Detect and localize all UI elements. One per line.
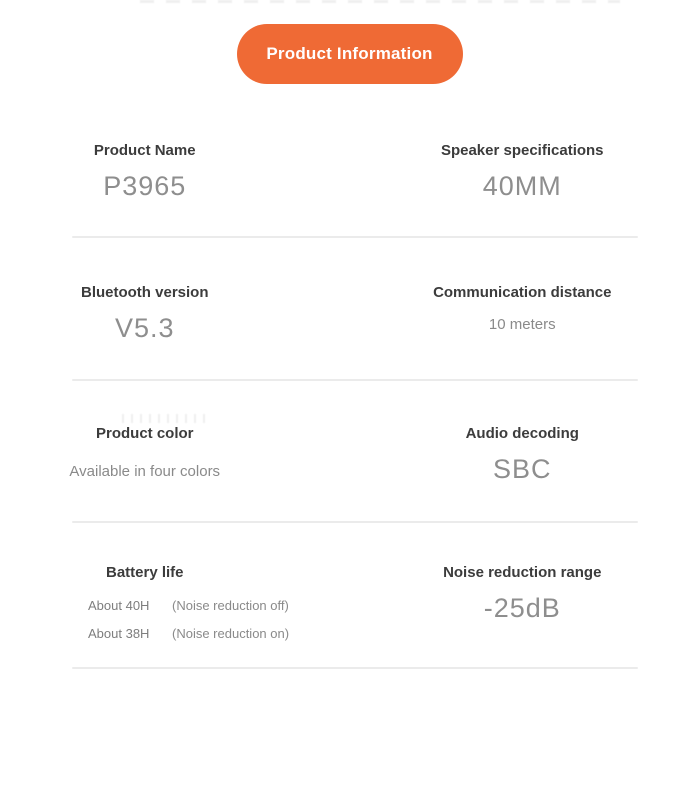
speaker-specifications-value: 40MM — [482, 171, 562, 201]
product-name-label: Product Name — [93, 142, 196, 159]
battery-life-label: Battery life — [105, 564, 184, 581]
product-color-value: Available in four colors — [69, 463, 221, 480]
battery-condition-off: (Noise reduction off) — [172, 598, 289, 613]
noise-reduction-range-label: Noise reduction range — [443, 564, 602, 581]
spec-cell-bluetooth-version — [0, 284, 350, 344]
product-information-badge — [237, 24, 463, 84]
spec-cell-battery-life — [0, 564, 350, 641]
spec-cell-communication-distance — [350, 284, 699, 344]
erased-text-artifact — [122, 414, 210, 423]
product-color-label: Product color — [95, 425, 194, 442]
bluetooth-version-value: V5.3 — [114, 313, 175, 343]
speaker-specifications-label: Speaker specifications — [440, 142, 604, 159]
product-information-badge-label: Product Information — [266, 44, 433, 63]
battery-time-off: About 40H — [88, 598, 150, 613]
spec-row-color-audio — [0, 381, 699, 521]
battery-detail-row — [88, 626, 289, 641]
audio-decoding-value: SBC — [492, 454, 552, 484]
spec-cell-speaker-specifications — [350, 142, 699, 202]
bluetooth-version-label: Bluetooth version — [80, 284, 209, 301]
communication-distance-value: 10 meters — [488, 316, 556, 333]
battery-detail-row — [88, 598, 289, 613]
divider — [72, 667, 638, 669]
spec-cell-audio-decoding — [350, 425, 699, 485]
spec-cell-product-color — [0, 425, 350, 485]
battery-time-on: About 38H — [88, 626, 150, 641]
battery-detail-list — [0, 598, 290, 641]
spec-cell-product-name — [0, 142, 350, 202]
battery-condition-on: (Noise reduction on) — [172, 626, 290, 641]
spec-cell-noise-reduction-range — [350, 564, 699, 641]
spec-row-bluetooth-distance — [0, 238, 699, 379]
audio-decoding-label: Audio decoding — [465, 425, 579, 442]
noise-reduction-range-value: -25dB — [483, 593, 561, 623]
communication-distance-label: Communication distance — [433, 284, 612, 301]
product-name-value: P3965 — [103, 171, 187, 201]
spec-row-battery-noise — [0, 523, 699, 667]
cropped-content-artifact — [140, 0, 620, 3]
spec-row-name-speaker — [0, 84, 699, 236]
